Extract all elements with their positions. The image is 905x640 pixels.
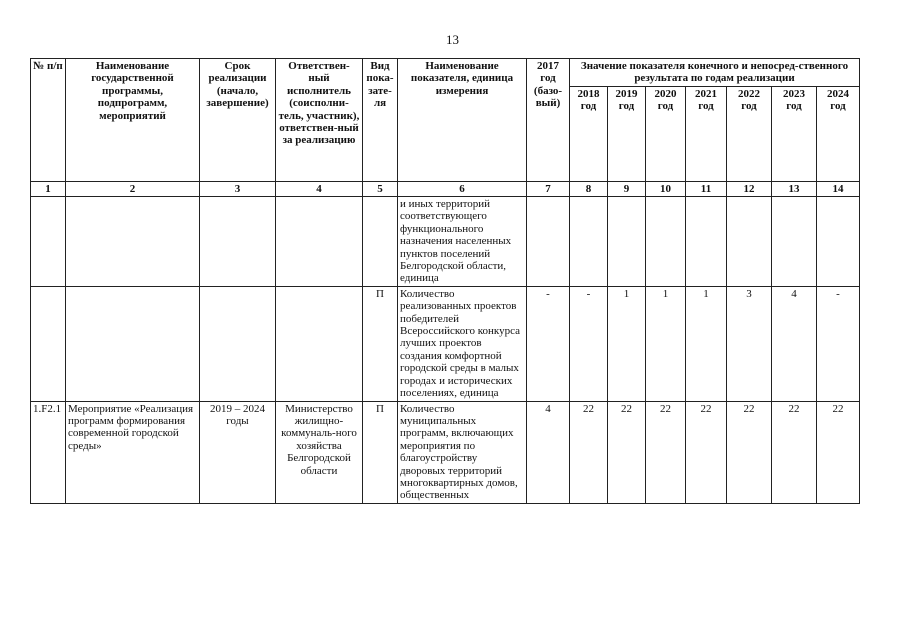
cell-indicator: Количество реализованных проектов победителей Всероссийского конкурса лучших проектов создания комфортной городской среды в малых городах и исторических поселениях, единица <box>398 286 527 401</box>
cell-value <box>527 197 570 287</box>
header-responsible: Ответствен-ный исполнитель (соисполни-тель, участник), ответствен-ный за реализацию <box>276 59 363 182</box>
header-year: 2019 год <box>608 86 646 181</box>
cell-value: 1 <box>686 286 727 401</box>
cell-value: 22 <box>727 401 772 503</box>
cell-number <box>31 286 66 401</box>
cell-value: 22 <box>608 401 646 503</box>
header-year: 2023 год <box>772 86 817 181</box>
cell-value <box>686 197 727 287</box>
cell-value: - <box>527 286 570 401</box>
header-kind: Вид пока-зате-ля <box>363 59 398 182</box>
cell-value: 22 <box>686 401 727 503</box>
cell-kind: П <box>363 401 398 503</box>
header-year: 2020 год <box>646 86 686 181</box>
column-number-row <box>31 182 860 197</box>
column-number: 14 <box>817 182 860 197</box>
cell-value: 4 <box>772 286 817 401</box>
cell-indicator: Количество муниципальных программ, включающих мероприятия по благоустройству дворовых территорий многоквартирных домов, общественных <box>398 401 527 503</box>
cell-value: 22 <box>570 401 608 503</box>
column-number: 9 <box>608 182 646 197</box>
cell-name: Мероприятие «Реализация программ формирования современной городской среды» <box>66 401 200 503</box>
header-number: № п/п <box>31 59 66 182</box>
header-base-year: 2017 год (базо-вый) <box>527 59 570 182</box>
column-number: 8 <box>570 182 608 197</box>
cell-value: - <box>570 286 608 401</box>
cell-value: 22 <box>772 401 817 503</box>
cell-value <box>817 197 860 287</box>
cell-value: 1 <box>608 286 646 401</box>
column-number: 7 <box>527 182 570 197</box>
cell-value: 4 <box>527 401 570 503</box>
cell-responsible <box>276 197 363 287</box>
cell-value <box>570 197 608 287</box>
header-year: 2018 год <box>570 86 608 181</box>
cell-number <box>31 197 66 287</box>
cell-name <box>66 286 200 401</box>
column-number: 10 <box>646 182 686 197</box>
cell-indicator: и иных территорий соответствующего функционального назначения населенных пунктов поселений Белгородской области, единица <box>398 197 527 287</box>
cell-term <box>200 286 276 401</box>
cell-term: 2019 – 2024 годы <box>200 401 276 503</box>
cell-value: 1 <box>646 286 686 401</box>
table-row <box>31 286 860 401</box>
page-number: 13 <box>446 32 459 47</box>
column-number: 12 <box>727 182 772 197</box>
cell-value: 22 <box>646 401 686 503</box>
header-year: 2024 год <box>817 86 860 181</box>
header-values-group: Значение показателя конечного и непосред-ственного результата по годам реализации <box>570 59 860 87</box>
cell-value <box>727 197 772 287</box>
header-term: Срок реализации (начало, завершение) <box>200 59 276 182</box>
cell-name <box>66 197 200 287</box>
cell-number: 1.F2.1 <box>31 401 66 503</box>
cell-kind: П <box>363 286 398 401</box>
indicators-table <box>30 58 860 504</box>
column-number: 2 <box>66 182 200 197</box>
header-year: 2022 год <box>727 86 772 181</box>
header-year: 2021 год <box>686 86 727 181</box>
cell-value <box>608 197 646 287</box>
cell-kind <box>363 197 398 287</box>
column-number: 13 <box>772 182 817 197</box>
header-indicator: Наименование показателя, единица измерения <box>398 59 527 182</box>
column-number: 6 <box>398 182 527 197</box>
cell-value: 22 <box>817 401 860 503</box>
column-number: 11 <box>686 182 727 197</box>
cell-value: 3 <box>727 286 772 401</box>
cell-responsible: Министерство жилищно-коммуналь-ного хозяйства Белгородской области <box>276 401 363 503</box>
cell-value <box>646 197 686 287</box>
header-name: Наименование государственной программы, подпрограмм, мероприятий <box>66 59 200 182</box>
cell-value: - <box>817 286 860 401</box>
cell-value <box>772 197 817 287</box>
table-row <box>31 401 860 503</box>
column-number: 1 <box>31 182 66 197</box>
cell-term <box>200 197 276 287</box>
table-row <box>31 197 860 287</box>
column-number: 4 <box>276 182 363 197</box>
cell-responsible <box>276 286 363 401</box>
column-number: 5 <box>363 182 398 197</box>
column-number: 3 <box>200 182 276 197</box>
